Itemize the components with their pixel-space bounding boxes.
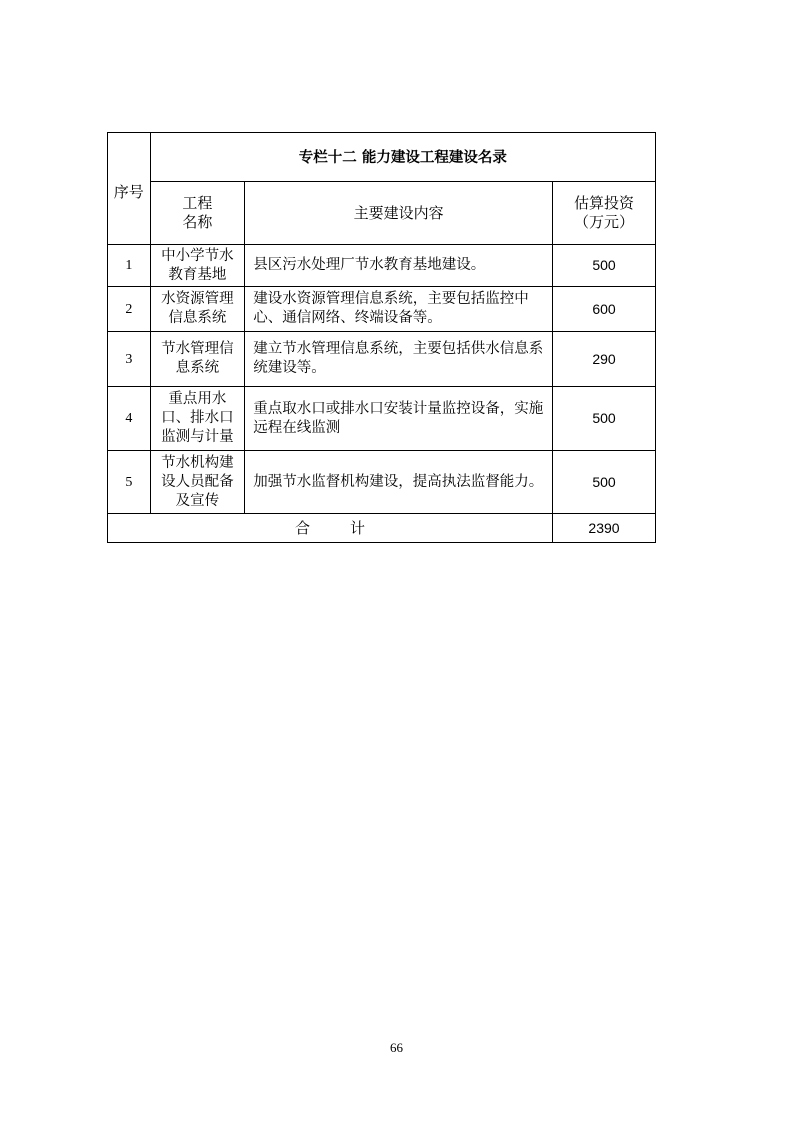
cell-line: 监测与计量 [161,429,234,445]
cell-line: 节水管理信 [161,341,234,357]
table-row [108,287,656,332]
row-content: 建立节水管理信息系统，主要包括供水信息系统建设等。 [245,332,553,387]
row-name [150,451,245,514]
row-cost: 290 [553,332,656,387]
row-content: 县区污水处理厂节水教育基地建设。 [245,245,553,287]
cell-line: 口、排水口 [161,410,234,426]
cost-header [553,182,656,245]
row-seq: 4 [108,387,151,451]
cell-line: 节水机构建 [161,454,234,471]
cell-line: 重点用水 [168,391,227,407]
cost-header-line-1: 估算投资 [573,194,634,212]
cell-line: 水资源管理 [161,291,234,307]
row-content: 加强节水监督机构建设，提高执法监督能力。 [245,451,553,514]
cell-line: 教育基地 [168,266,227,283]
table-row [108,387,656,451]
row-name [150,332,245,387]
cell-line: 信息系统 [168,310,227,326]
cost-header-line-2: （万元） [573,213,634,231]
total-label-right: 计 [350,518,366,537]
name-header-line-2: 名称 [182,213,213,231]
page-number: 66 [390,1040,403,1055]
row-seq: 1 [108,245,151,287]
table-row [108,245,656,287]
total-label-left: 合 [294,518,310,537]
row-name [150,287,245,332]
row-seq: 2 [108,287,151,332]
cell-line: 及宣传 [175,492,220,509]
table-title: 专栏十二 能力建设工程建设名录 [150,133,655,182]
row-seq: 5 [108,451,151,514]
content-header: 主要建设内容 [245,182,553,245]
table-row [108,332,656,387]
row-cost: 500 [553,387,656,451]
construction-roster-table [107,132,656,543]
row-cost: 500 [553,245,656,287]
row-name [150,245,245,287]
table-header-row [108,182,656,245]
table-title-row [108,133,656,182]
seq-header: 序号 [108,133,151,245]
total-row [108,514,656,543]
cell-line: 设人员配备 [161,473,234,490]
row-cost: 600 [553,287,656,332]
table-row [108,451,656,514]
row-name [150,387,245,451]
cell-line: 中小学节水 [161,247,234,264]
name-header-line-1: 工程 [182,194,213,212]
name-header [150,182,245,245]
row-content: 建设水资源管理信息系统，主要包括监控中心、通信网络、终端设备等。 [245,287,553,332]
row-content: 重点取水口或排水口安装计量监控设备，实施远程在线监测 [245,387,553,451]
row-seq: 3 [108,332,151,387]
row-cost: 500 [553,451,656,514]
total-label [108,514,553,543]
cell-line: 息系统 [175,360,220,376]
total-value: 2390 [553,514,656,543]
